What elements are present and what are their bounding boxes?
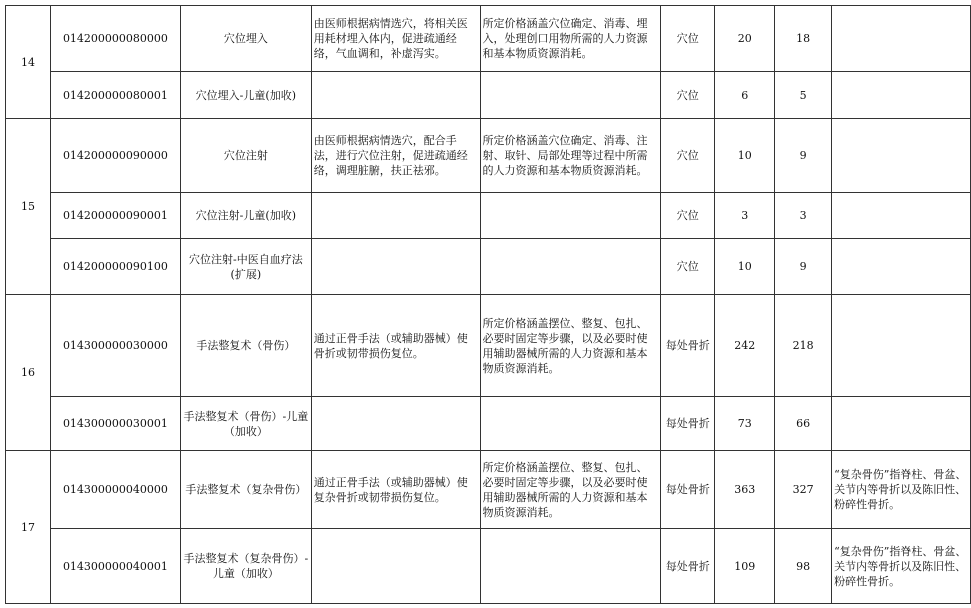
content-cell: 由医师根据病情选穴，配合手法，进行穴位注射，促进疏通经络，调理脏腑，扶正祛邪。 [311, 119, 480, 193]
name-cell: 手法整复术（骨伤）-儿童（加收） [180, 397, 311, 451]
unit-cell: 每处骨折 [661, 397, 715, 451]
price1-cell: 6 [715, 72, 775, 119]
price1-cell: 109 [715, 529, 775, 604]
code-cell: 014200000090001 [50, 193, 180, 239]
seq-cell: 14 [6, 6, 51, 119]
price1-cell: 3 [715, 193, 775, 239]
seq-cell: 16 [6, 295, 51, 451]
unit-cell: 穴位 [661, 119, 715, 193]
content-cell [311, 239, 480, 295]
price1-cell: 73 [715, 397, 775, 451]
scope-cell: 所定价格涵盖摆位、整复、包扎、必要时固定等步骤，以及必要时使用辅助器械所需的人力资源和基本物质资源消耗。 [480, 295, 661, 397]
name-cell: 穴位注射-儿童(加收) [180, 193, 311, 239]
table-row [6, 193, 971, 239]
content-cell [311, 72, 480, 119]
table-row [6, 295, 971, 397]
scope-cell [480, 72, 661, 119]
table-row [6, 397, 971, 451]
scope-cell: 所定价格涵盖穴位确定、消毒、注射、取针、局部处理等过程中所需的人力资源和基本物质资源消耗。 [480, 119, 661, 193]
price1-cell: 363 [715, 451, 775, 529]
note-cell [832, 295, 971, 397]
unit-cell: 穴位 [661, 72, 715, 119]
code-cell: 014300000030000 [50, 295, 180, 397]
scope-cell [480, 397, 661, 451]
price2-cell: 218 [775, 295, 832, 397]
price1-cell: 10 [715, 239, 775, 295]
unit-cell: 穴位 [661, 193, 715, 239]
price2-cell: 5 [775, 72, 832, 119]
content-cell: 由医师根据病情选穴，将相关医用耗材埋入体内，促进疏通经络，气血调和，补虚泻实。 [311, 6, 480, 72]
name-cell: 手法整复术（复杂骨伤） [180, 451, 311, 529]
note-cell: “复杂骨伤”指脊柱、骨盆、关节内等骨折以及陈旧性、粉碎性骨折。 [832, 451, 971, 529]
table-row [6, 529, 971, 604]
unit-cell: 每处骨折 [661, 529, 715, 604]
table-row [6, 451, 971, 529]
name-cell: 穴位注射-中医自血疗法(扩展) [180, 239, 311, 295]
code-cell: 014300000040001 [50, 529, 180, 604]
scope-cell [480, 239, 661, 295]
unit-cell: 穴位 [661, 6, 715, 72]
code-cell: 014300000030001 [50, 397, 180, 451]
name-cell: 穴位埋入-儿童(加收) [180, 72, 311, 119]
name-cell: 穴位注射 [180, 119, 311, 193]
table-row [6, 119, 971, 193]
price2-cell: 9 [775, 239, 832, 295]
price2-cell: 66 [775, 397, 832, 451]
price1-cell: 20 [715, 6, 775, 72]
note-cell [832, 119, 971, 193]
unit-cell: 每处骨折 [661, 295, 715, 397]
code-cell: 014200000090100 [50, 239, 180, 295]
note-cell [832, 239, 971, 295]
unit-cell: 每处骨折 [661, 451, 715, 529]
code-cell: 014200000090000 [50, 119, 180, 193]
note-cell [832, 193, 971, 239]
scope-cell [480, 529, 661, 604]
price1-cell: 242 [715, 295, 775, 397]
scope-cell [480, 193, 661, 239]
code-cell: 014300000040000 [50, 451, 180, 529]
note-cell [832, 72, 971, 119]
name-cell: 手法整复术（复杂骨伤）-儿童（加收） [180, 529, 311, 604]
content-cell [311, 397, 480, 451]
content-cell [311, 193, 480, 239]
price2-cell: 9 [775, 119, 832, 193]
name-cell: 穴位埋入 [180, 6, 311, 72]
code-cell: 014200000080000 [50, 6, 180, 72]
table-row [6, 72, 971, 119]
pricing-table [5, 5, 971, 604]
content-cell: 通过正骨手法（或辅助器械）使复杂骨折或韧带损伤复位。 [311, 451, 480, 529]
price2-cell: 98 [775, 529, 832, 604]
name-cell: 手法整复术（骨伤） [180, 295, 311, 397]
seq-cell: 15 [6, 119, 51, 295]
content-cell: 通过正骨手法（或辅助器械）使骨折或韧带损伤复位。 [311, 295, 480, 397]
note-cell [832, 6, 971, 72]
note-cell: “复杂骨伤”指脊柱、骨盆、关节内等骨折以及陈旧性、粉碎性骨折。 [832, 529, 971, 604]
note-cell [832, 397, 971, 451]
price1-cell: 10 [715, 119, 775, 193]
price2-cell: 327 [775, 451, 832, 529]
unit-cell: 穴位 [661, 239, 715, 295]
code-cell: 014200000080001 [50, 72, 180, 119]
scope-cell: 所定价格涵盖摆位、整复、包扎、必要时固定等步骤，以及必要时使用辅助器械所需的人力资源和基本物质资源消耗。 [480, 451, 661, 529]
scope-cell: 所定价格涵盖穴位确定、消毒、埋入，处理创口用物所需的人力资源和基本物质资源消耗。 [480, 6, 661, 72]
content-cell [311, 529, 480, 604]
table-row [6, 239, 971, 295]
price2-cell: 18 [775, 6, 832, 72]
table-row [6, 6, 971, 72]
price2-cell: 3 [775, 193, 832, 239]
seq-cell: 17 [6, 451, 51, 604]
